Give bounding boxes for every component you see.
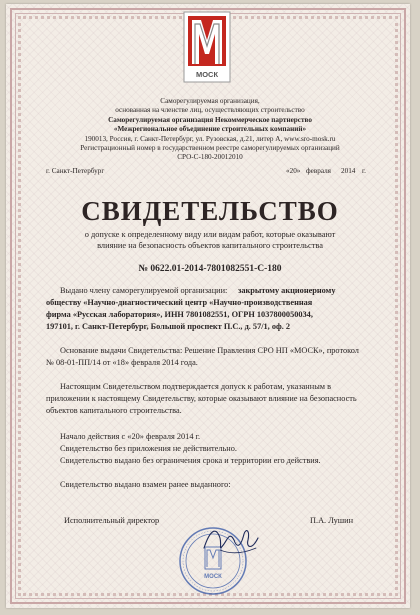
document-title: СВИДЕТЕЛЬСТВО [81, 196, 339, 226]
header-address: 190013, Россия, г. Санкт-Петербург, ул. Рузовская, д.21, литер А, www.sro-mosk.ru [84, 135, 336, 143]
confirm-line-1: Настоящим Свидетельством подтверждается допуск к работам, указанным в [60, 382, 332, 391]
stamp-text: МОСК [204, 574, 222, 580]
basis-line-1: Основание выдачи Свидетельства: Решение Правления СРО НП «МОСК», протокол [60, 346, 359, 355]
issue-date-day: «20» [286, 167, 301, 175]
handwritten-signature [200, 520, 260, 560]
signatory-name: П.А. Лушин [310, 516, 354, 525]
logo-text: МОСК [195, 70, 219, 79]
issue-date-month: февраля [306, 167, 331, 175]
header-org-full-name: «Межрегиональное объединение строительных компаний» [113, 125, 307, 133]
issued-to-prefix: Выдано члену саморегулируемой организации: [60, 286, 228, 295]
header-line-1: Саморегулируемая организация, [160, 97, 260, 105]
issued-to-line-3: 197101, г. Санкт-Петербург, Большой проспект П.С., д. 57/1, оф. 2 [46, 322, 291, 331]
issued-to-org-first: закрытому акционерному [238, 286, 336, 295]
header-org-name: Саморегулируемая организация Некоммерческое партнерство [108, 116, 312, 124]
header-line-2: основанная на членстве лиц, осуществляющих строительство [115, 106, 305, 114]
subtitle-line-1: о допуске к определенному виду или видам работ, которые оказывают [84, 230, 336, 239]
issued-to-line-1: обществу «Научно-диагностический центр «Научно-производственная [46, 298, 313, 307]
validity-note-2: Свидетельство выдано без ограничения срока и территории его действия. [60, 456, 321, 465]
confirm-line-3: объектов капитального строительства. [46, 406, 182, 415]
basis-line-2: № 08-01-ПП/14 от «18» февраля 2014 года. [46, 358, 198, 367]
signatory-role: Исполнительный директор [64, 516, 160, 525]
confirm-line-2: приложении к настоящему Свидетельству, которые оказывают влияние на безопасность [46, 394, 357, 403]
issued-to-line-2: фирма «Русская лаборатория», ИНН 7801082551, ОГРН 1037800050034, [46, 310, 313, 319]
mosk-logo [182, 10, 232, 84]
validity-note-1: Свидетельство без приложения не действительно. [60, 444, 237, 453]
issue-date-year: 2014 [341, 167, 356, 175]
certificate-number: № 0622.01-2014-7801082551-С-180 [138, 264, 282, 274]
issue-city: г. Санкт-Петербург [46, 167, 105, 175]
validity-start: Начало действия с «20» февраля 2014 г. [60, 432, 201, 441]
issue-date-suffix: г. [362, 167, 366, 175]
replaces-line: Свидетельство выдано взамен ранее выданного: [60, 480, 231, 489]
header-registry-line: Регистрационный номер в государственном реестре саморегулируемых организаций [80, 144, 340, 152]
subtitle-line-2: влияние на безопасность объектов капитального строительства [97, 241, 323, 250]
header-registry-number: СРО-С-180-20012010 [177, 153, 243, 161]
